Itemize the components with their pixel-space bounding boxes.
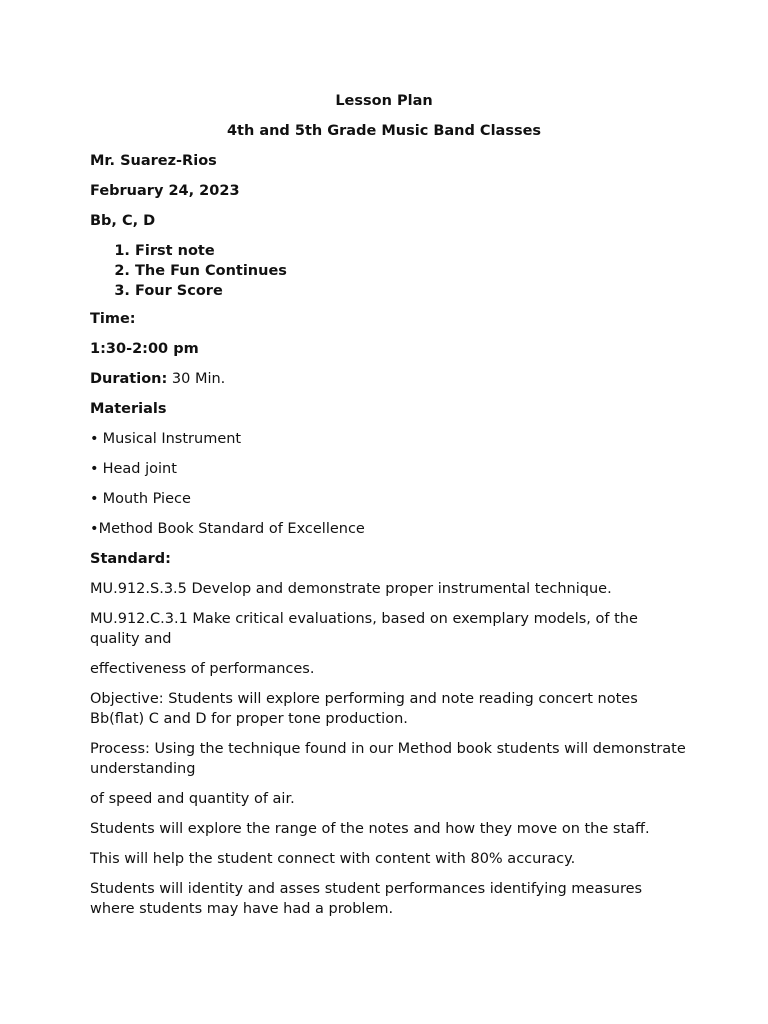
document-page — [90, 91, 690, 929]
duration-label: Duration: — [90, 371, 168, 387]
document-title: Lesson Plan — [335, 93, 433, 109]
objective-paragraph: Objective: Students will explore performing and note reading concert notes Bb(flat) C and D for proper tone production. — [90, 691, 638, 727]
materials-heading: Materials — [90, 401, 167, 417]
process-paragraph: Process: Using the technique found in our Method book students will demonstrate understanding — [90, 741, 686, 777]
bullet-icon: • — [90, 461, 99, 477]
material-item: • Musical Instrument — [90, 431, 242, 447]
standard-heading: Standard: — [90, 551, 171, 567]
document-subtitle: 4th and 5th Grade Music Band Classes — [226, 123, 542, 139]
duration-line — [90, 369, 690, 389]
bullet-icon: • — [90, 431, 99, 447]
list-item: 1. First note — [135, 241, 690, 261]
material-item: •Method Book Standard of Excellence — [90, 521, 365, 537]
bullet-icon: • — [90, 491, 99, 507]
time-value: 1:30-2:00 pm — [90, 341, 199, 357]
duration-value: 30 Min. — [167, 371, 226, 387]
material-item: • Mouth Piece — [90, 491, 191, 507]
standard-2-continued: effectiveness of performances. — [90, 661, 315, 677]
range-paragraph: Students will explore the range of the notes and how they move on the staff. — [90, 821, 650, 837]
standard-1: MU.912.S.3.5 Develop and demonstrate proper instrumental technique. — [90, 581, 612, 597]
standard-2: MU.912.C.3.1 Make critical evaluations, based on exemplary models, of the quality and — [90, 611, 638, 647]
accuracy-paragraph: This will help the student connect with content with 80% accuracy. — [90, 851, 576, 867]
lesson-date: February 24, 2023 — [90, 183, 240, 199]
list-item: 3. Four Score — [135, 281, 690, 301]
teacher-name: Mr. Suarez-Rios — [90, 153, 217, 169]
material-item: • Head joint — [90, 461, 177, 477]
process-continued: of speed and quantity of air. — [90, 791, 295, 807]
bullet-icon: • — [90, 521, 99, 537]
list-item: 2. The Fun Continues — [135, 261, 690, 281]
lesson-list — [90, 241, 690, 301]
concert-notes: Bb, C, D — [90, 213, 156, 229]
assessment-paragraph: Students will identity and asses student performances identifying measures where students may have had a problem. — [90, 881, 643, 917]
time-label: Time: — [90, 311, 136, 327]
